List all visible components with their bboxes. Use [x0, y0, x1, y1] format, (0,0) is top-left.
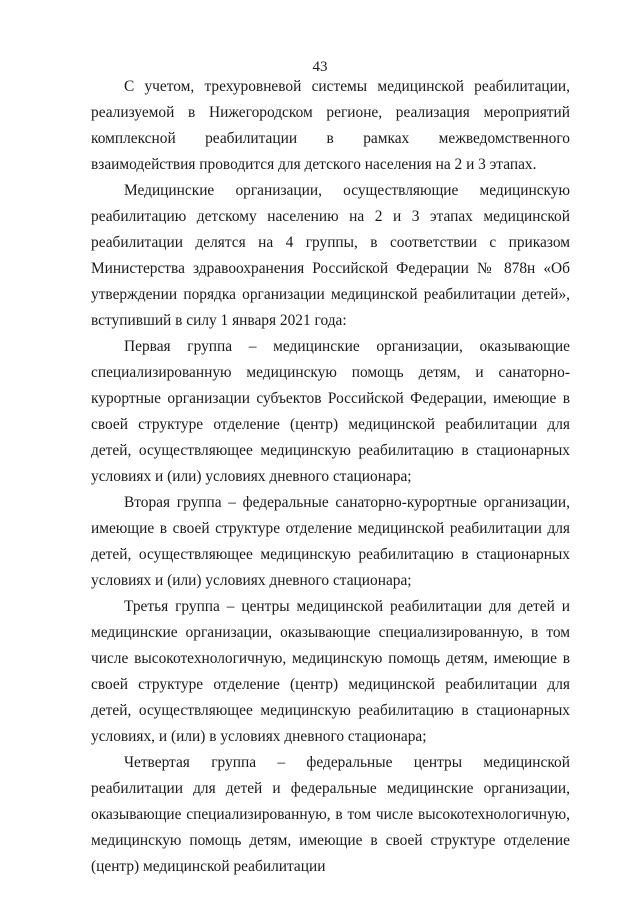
paragraph-organizations: Медицинские организации, осуществляющие медицинскую реабилитацию детскому населению на 2 и 3 этапах медицинской реабилитации делятся на 4 группы, в соответствии с приказом Министерства здравоохранения Российской Федерации № 878н «Об утверждении порядка организации медицинской реабилитации детей», вступивший в силу 1 января 2021 года: — [91, 182, 570, 329]
document-body — [91, 74, 570, 880]
paragraph-group-4: Четвертая группа – федеральные центры медицинской реабилитации для детей и федеральные медицинские организации, оказывающие специализированную, в том числе высокотехнологичную, медицинскую помощь детям, имеющие в своей структуре отделение (центр) медицинской реабилитации — [91, 754, 570, 875]
paragraph-intro: С учетом, трехуровневой системы медицинской реабилитации, реализуемой в Нижегородском регионе, реализация мероприятий комплексной реабилитации в рамках межведомственного взаимодействия проводится для детского населения на 2 и 3 этапах. — [91, 78, 570, 173]
paragraph-group-1: Первая группа – медицинские организации, оказывающие специализированную медицинскую помощь детям, и санаторно-курортные организации субъектов Российской Федерации, имеющие в своей структуре отделение (центр) медицинской реабилитации для детей, осуществляющее медицинскую реабилитацию в стационарных условиях и (или) условиях дневного стационара; — [91, 338, 570, 485]
paragraph-group-2: Вторая группа – федеральные санаторно-курортные организации, имеющие в своей структуре отделение медицинской реабилитации для детей, осуществляющее медицинскую реабилитацию в стационарных условиях и (или) условиях дневного стационара; — [91, 494, 570, 589]
page-number: 43 — [312, 59, 328, 75]
paragraph-group-3: Третья группа – центры медицинской реабилитации для детей и медицинские организации, оказывающие специализированную, в том числе высокотехнологичную, медицинскую помощь детям, имеющие в своей структуре отделение (центр) медицинской реабилитации для детей, осуществляющее медицинскую реабилитацию в стационарных условиях, и (или) в условиях дневного стационара; — [91, 598, 570, 745]
